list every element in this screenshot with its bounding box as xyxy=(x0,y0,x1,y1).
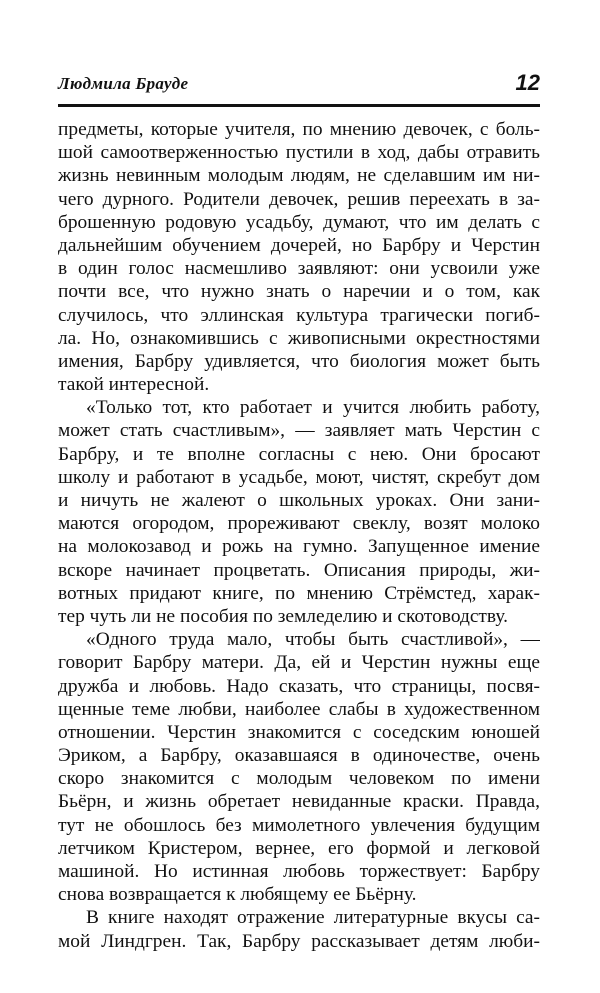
body-text xyxy=(58,118,540,953)
text-line: предметы, которые учителя, по мнению девочек, с боль- xyxy=(58,119,540,140)
text-line: школу и работают в усадьбе, моют, чистят, скребут дом xyxy=(58,466,540,488)
text-line: тут не обошлось без мимолетного увлечения будущим xyxy=(58,814,540,836)
text-line: тер чуть ли не пособия по земледелию и скотоводству. xyxy=(58,605,508,627)
text-line: может стать счастливым», — заявляет мать Черстин с xyxy=(58,420,540,442)
text-line: такой интересной. xyxy=(58,374,210,396)
text-line: жизнь невинным молодым людям, не сделавшим им ни- xyxy=(58,165,540,187)
text-line: чего дурного. Родители девочек, решив переехать в за- xyxy=(58,188,540,210)
text-line: дружба и любовь. Надо сказать, что страницы, посвя- xyxy=(58,675,540,697)
text-line: скоро знакомится с молодым человеком по имени xyxy=(58,768,540,790)
running-header xyxy=(58,70,540,100)
text-line: почти все, что нужно знать о наречии и о том, как xyxy=(58,281,540,303)
text-line: вотных придают книге, по мнению Стрёмстед, харак- xyxy=(58,582,540,604)
text-line: в один голос насмешливо заявляют: они усвоили уже xyxy=(58,258,540,280)
text-line: «Одного труда мало, чтобы быть счастливой», — xyxy=(86,629,540,651)
text-line: мой Линдгрен. Так, Барбру рассказывает детям люби- xyxy=(58,930,540,952)
text-line: Бьёрн, и жизнь обретает невиданные краски. Правда, xyxy=(58,791,540,813)
text-line: маются огородом, прореживают свеклу, возят молоко xyxy=(58,513,540,535)
text-line: Барбру, и те вполне согласны с нею. Они бросают xyxy=(58,443,540,465)
text-line: ла. Но, ознакомившись с живописными окрестностями xyxy=(58,327,540,349)
text-line: Эриком, а Барбру, оказавшаяся в одиночестве, очень xyxy=(58,745,540,767)
text-line: на молокозавод и рожь на гумно. Запущенное имение xyxy=(58,536,540,558)
text-line: брошенную родовую усадьбу, думают, что им делать с xyxy=(58,211,540,233)
text-line: щенные теме любви, наиболее слабы в художественном xyxy=(58,698,540,720)
text-line: «Только тот, кто работает и учится любить работу, xyxy=(86,397,540,419)
text-line: случилось, что эллинская культура трагически погиб- xyxy=(58,304,540,326)
header-author: Людмила Брауде xyxy=(58,74,189,93)
page-number: 12 xyxy=(515,70,540,95)
header-divider xyxy=(58,104,540,107)
text-line: шой самоотверженностью пустили в ход, дабы отравить xyxy=(58,142,540,164)
text-line: имения, Барбру удивляется, что биология может быть xyxy=(58,350,540,372)
text-line: и ничуть не жалеют о школьных уроках. Они зани- xyxy=(58,490,540,511)
text-line: летчиком Кристером, вернее, его формой и легковой xyxy=(58,837,540,859)
text-line: отношении. Черстин знакомится с соседским юношей xyxy=(58,721,540,743)
text-line: вскоре начинает процветать. Описания природы, жи- xyxy=(58,559,540,581)
text-line: дальнейшим обучением дочерей, но Барбру и Черстин xyxy=(58,234,540,256)
text-line: В книге находят отражение литературные вкусы са- xyxy=(86,907,540,929)
text-line: снова возвращается к любящему ее Бьёрну. xyxy=(58,884,417,906)
text-line: говорит Барбру матери. Да, ей и Черстин нужны еще xyxy=(58,652,540,674)
text-line: машиной. Но истинная любовь торжествует: Барбру xyxy=(58,861,540,882)
